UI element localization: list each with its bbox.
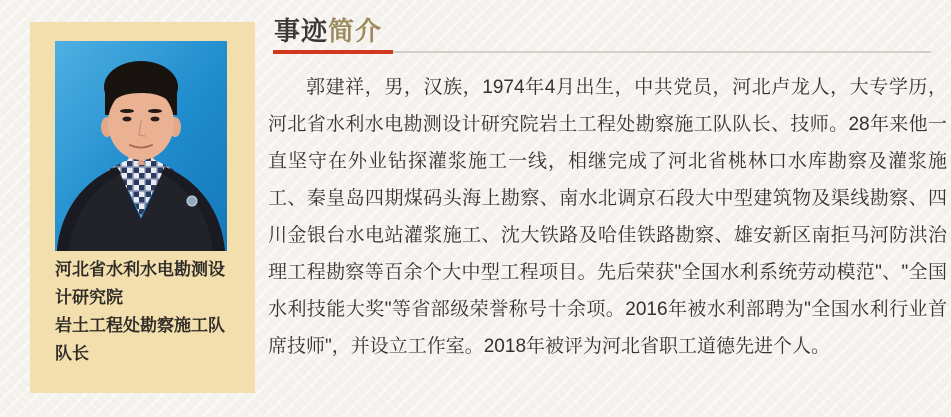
profile-photo	[55, 41, 227, 251]
section-title-secondary: 简介	[328, 16, 383, 46]
portrait-photo-illustration	[55, 41, 227, 251]
profile-card	[30, 22, 255, 393]
profile-organization: 河北省水利水电勘测设计研究院	[55, 260, 225, 307]
biography-text: 郭建祥，男，汉族，1974年4月出生，中共党员，河北卢龙人，大专学历，河北省水利水电勘测设计研究院岩土工程处勘察施工队队长、技师。28年来他一直坚守在外业钻探灌浆施工一线，相继完成了河北省桃林口水库勘察及灌浆施工、秦皇岛四期煤码头海上勘察、南水北调京石段大中型建筑物及渠线勘察、四川金银台水电站灌浆施工、沈大铁路及哈佳铁路勘察、雄安新区南拒马河防洪治理工程勘察等百余个大中型工程项目。先后荣获"全国水利系统劳动模范"、"全国水利技能大奖"等省部级荣誉称号十余项。2016年被水利部聘为"全国水利行业首席技师"，并设立工作室。2018年被评为河北省职工道德先进个人。	[268, 77, 947, 357]
title-underline-rule	[393, 51, 931, 53]
profile-caption	[55, 256, 237, 368]
section-title-primary: 事迹	[274, 16, 329, 46]
section-title	[274, 14, 382, 48]
title-underline	[273, 50, 931, 54]
profile-job-title: 岩土工程处勘察施工队队长	[55, 316, 225, 363]
title-underline-accent	[273, 50, 393, 54]
